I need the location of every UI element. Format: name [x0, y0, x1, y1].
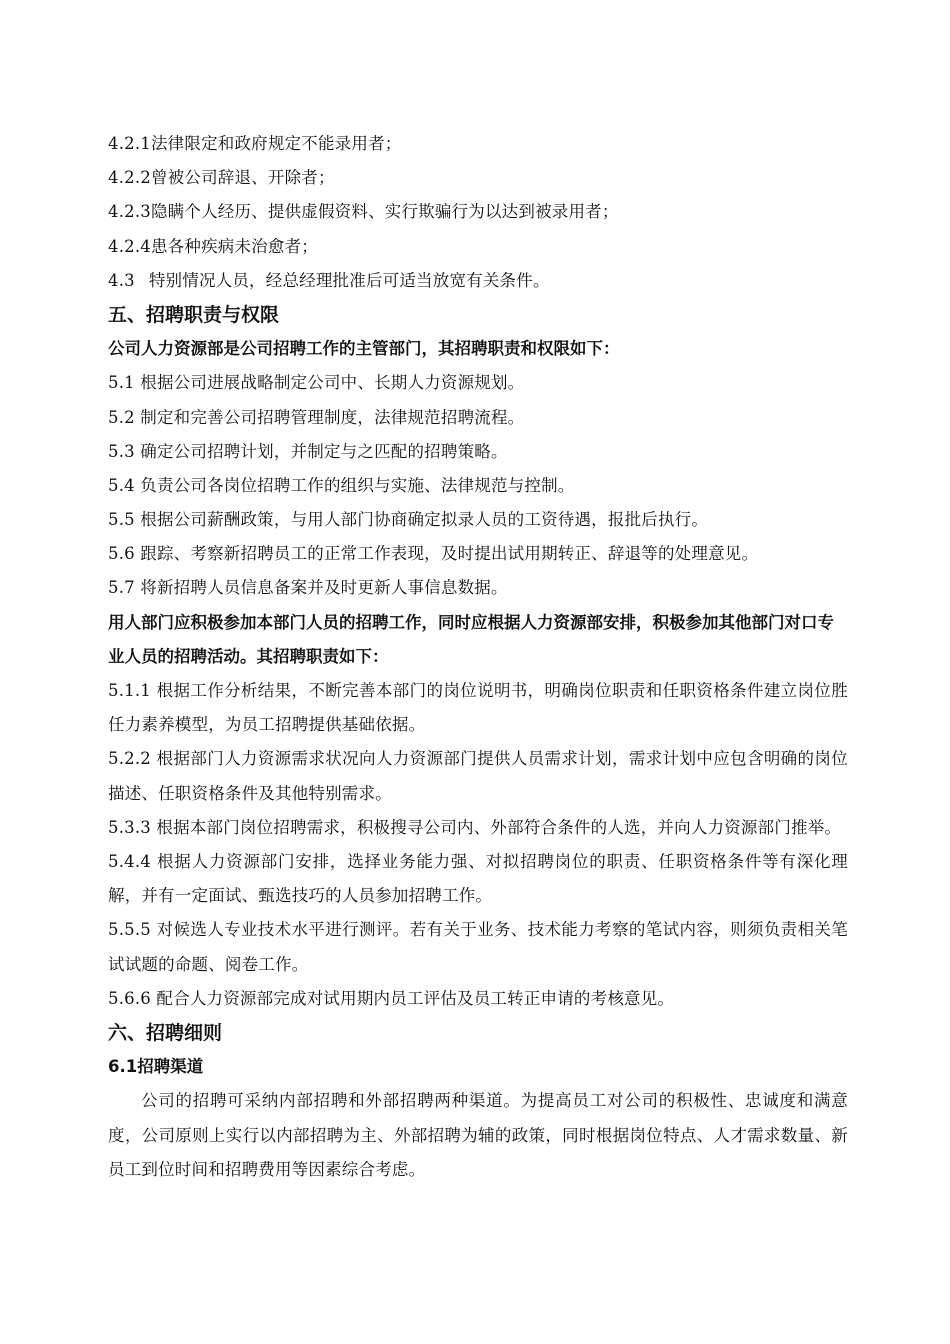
body-paragraph: 公司的招聘可采纳内部招聘和外部招聘两种渠道。为提高员工对公司的积极性、忠诚度和满意度，公司原则上实行以内部招聘为主、外部招聘为辅的政策，同时根据岗位特点、人才需求数量、新员工到位时间和招聘费用等因素综合考虑。	[108, 1091, 848, 1179]
list-item: 4.2.2曾被公司辞退、开除者；	[108, 168, 335, 188]
list-item: 5.7 将新招聘人员信息备案并及时更新人事信息数据。	[108, 578, 508, 598]
section-6-heading: 六、招聘细则	[108, 1022, 223, 1045]
list-item: 5.5 根据公司薪酬政策，与用人部门协商确定拟录人员的工资待遇，报批后执行。	[108, 510, 709, 530]
list-item: 5.5.5 对候选人专业技术水平进行测评。若有关于业务、技术能力考察的笔试内容，则须负责相关笔试试题的命题、阅卷工作。	[108, 920, 848, 974]
list-item-4-3	[108, 264, 848, 298]
list-item: 5.2.2 根据部门人力资源需求状况向人力资源部门提供人员需求计划，需求计划中应包含明确的岗位描述、任职资格条件及其他特别需求。	[108, 749, 848, 803]
subsection-6-1-heading: 6.1招聘渠道	[108, 1057, 204, 1077]
section-5-heading: 五、招聘职责与权限	[108, 303, 280, 326]
list-item: 5.6.6 配合人力资源部完成对试用期内员工评估及员工转正申请的考核意见。	[108, 988, 675, 1008]
list-item: 5.3.3 根据本部门岗位招聘需求，积极搜寻公司内、外部符合条件的人选，并向人力资源部门推举。	[108, 817, 842, 837]
list-item: 5.1 根据公司进展战略制定公司中、长期人力资源规划。	[108, 373, 525, 393]
list-item: 5.4 负责公司各岗位招聘工作的组织与实施、法律规范与控制。	[108, 475, 575, 495]
list-item: 5.6 跟踪、考察新招聘员工的正常工作表现，及时提出试用期转正、辞退等的处理意见。	[108, 544, 759, 564]
dept-intro: 用人部门应积极参加本部门人员的招聘工作，同时应根据人力资源部安排，积极参加其他部门对口专业人员的招聘活动。其招聘职责如下：	[108, 612, 834, 666]
item-number: 4.3	[108, 270, 135, 290]
list-item: 4.2.3隐瞒个人经历、提供虚假资料、实行欺骗行为以达到被录用者；	[108, 202, 619, 222]
list-item: 4.2.1法律限定和政府规定不能录用者；	[108, 134, 402, 153]
list-item: 5.4.4 根据人力资源部门安排，选择业务能力强、对拟招聘岗位的职责、任职资格条件等有深化理解，并有一定面试、甄选技巧的人员参加招聘工作。	[108, 852, 848, 906]
list-item: 5.3 确定公司招聘计划，并制定与之匹配的招聘策略。	[108, 441, 508, 461]
hr-intro: 公司人力资源部是公司招聘工作的主管部门，其招聘职责和权限如下：	[108, 339, 620, 359]
list-item: 4.2.4患各种疾病未治愈者；	[108, 236, 318, 256]
item-text: 特别情况人员，经总经理批准后可适当放宽有关条件。	[148, 270, 550, 290]
list-item: 5.2 制定和完善公司招聘管理制度，法律规范招聘流程。	[108, 407, 525, 427]
document-content	[108, 127, 848, 1187]
list-item: 5.1.1 根据工作分析结果，不断完善本部门的岗位说明书，明确岗位职责和任职资格条件建立岗位胜任力素养模型，为员工招聘提供基础依据。	[108, 681, 848, 735]
